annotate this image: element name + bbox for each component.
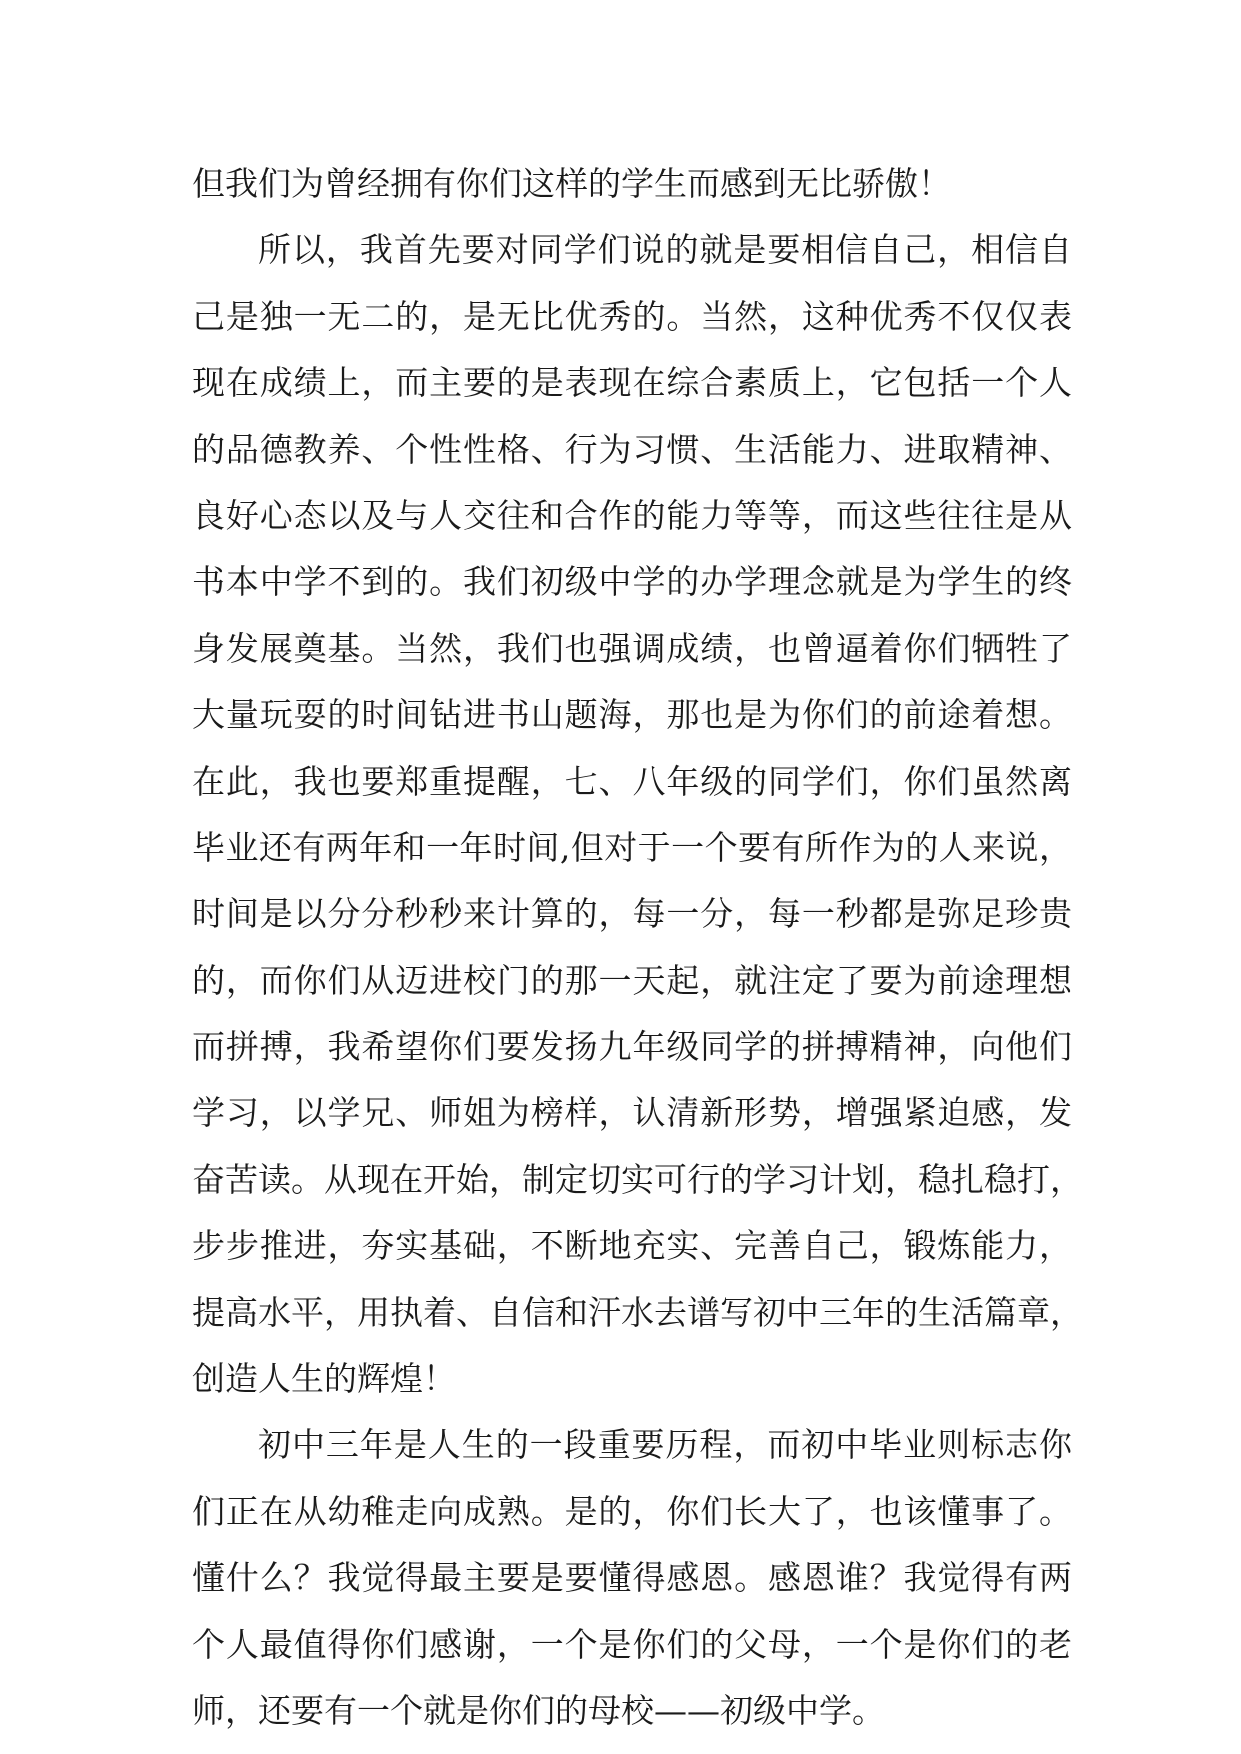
text-line: 奋苦读。从现在开始，制定切实可行的学习计划，稳扎稳打， [192,1159,1083,1199]
text-line: 师，还要有一个就是你们的母校——初级中学。 [192,1690,885,1730]
text-line: 而拼搏，我希望你们要发扬九年级同学的拼搏精神，向他们 [192,1027,1072,1067]
text-line: 毕业还有两年和一年时间,但对于一个要有所作为的人来说， [192,827,1072,867]
text-line: 学习，以学兄、师姐为榜样，认清新形势，增强紧迫感，发 [192,1093,1072,1133]
text-line: 身发展奠基。当然，我们也强调成绩，也曾逼着你们牺牲了 [192,628,1072,668]
text-line: 书本中学不到的。我们初级中学的办学理念就是为学生的终 [192,562,1072,602]
text-line: 们正在从幼稚走向成熟。是的，你们长大了，也该懂事了。 [192,1491,1072,1531]
text-line: 懂什么？我觉得最主要是要懂得感恩。感恩谁？我觉得有两 [192,1558,1072,1598]
text-line: 个人最值得你们感谢，一个是你们的父母，一个是你们的老 [192,1624,1072,1664]
text-line: 但我们为曾经拥有你们这样的学生而感到无比骄傲！ [192,164,951,203]
text-line: 己是独一无二的，是无比优秀的。当然，这种优秀不仅仅表 [192,296,1072,336]
text-line: 的，而你们从迈进校门的那一天起，就注定了要为前途理想 [192,960,1072,1000]
text-line: 的品德教养、个性性格、行为习惯、生活能力、进取精神、 [192,429,1072,469]
text-line: 创造人生的辉煌！ [192,1359,456,1399]
text-line: 时间是以分分秒秒来计算的，每一分，每一秒都是弥足珍贵 [192,894,1072,934]
text-line: 在此，我也要郑重提醒，七、八年级的同学们，你们虽然离 [192,761,1072,801]
text-line: 大量玩耍的时间钻进书山题海，那也是为你们的前途着想。 [192,695,1072,735]
text-line: 现在成绩上，而主要的是表现在综合素质上，它包括一个人 [192,363,1072,403]
document-body [192,158,1083,1751]
text-line: 步步推进，夯实基础，不断地充实、完善自己，锻炼能力， [192,1226,1072,1266]
text-line: 良好心态以及与人交往和合作的能力等等，而这些往往是从 [192,495,1072,535]
text-line: 初中三年是人生的一段重要历程，而初中毕业则标志你 [258,1425,1072,1465]
text-line: 所以，我首先要对同学们说的就是要相信自己，相信自 [258,230,1072,270]
text-line: 提高水平，用执着、自信和汗水去谱写初中三年的生活篇章， [192,1292,1083,1332]
